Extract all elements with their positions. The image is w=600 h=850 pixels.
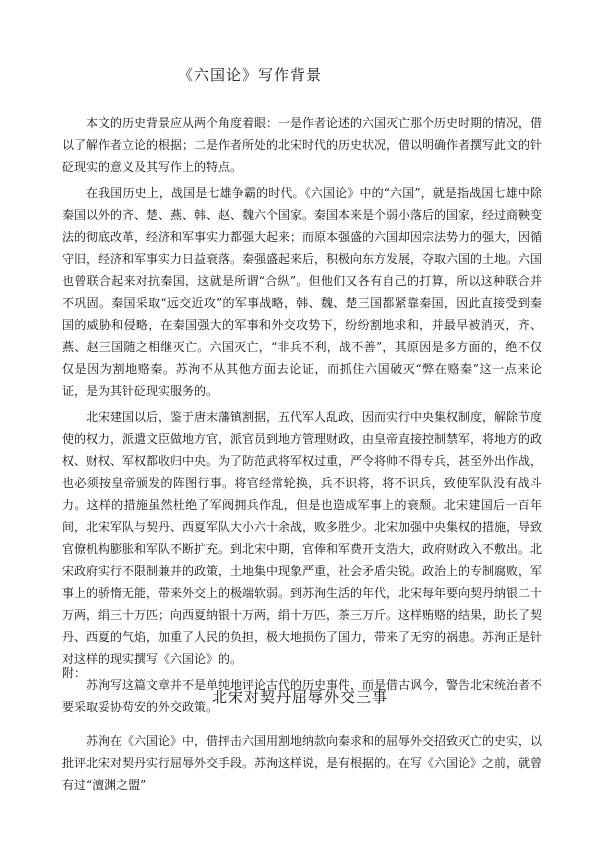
document-title: 《六国论》写作背景 (177, 66, 322, 84)
paragraph-intro: 本文的历史背景应从两个角度着眼：一是作者论述的六国灭亡那个历史时期的情况，借以了解作者立论的根据；二是作者所处的北宋时代的历史状况，借以明确作者撰写此文的针砭现实的意义及其写作上的特点。 (62, 116, 543, 174)
appendix-body (62, 730, 542, 800)
document-body (62, 112, 542, 722)
paragraph-northern-song: 北宋建国以后，鉴于唐末藩镇割据，五代军人乱政，因而实行中央集权制度，解除节度使的权力，派遣文臣做地方官，派官员到地方管理财政，由皇帝直接控制禁军，将地方的政权、财权、军权都收归中央。为了防范武将军权过重，严令将帅不得专兵，甚至外出作战，也必须按皇帝颁发的阵图行事。将官经常轮换，兵不识将，将不识兵，致使军队没有战斗力。这样的措施虽然杜绝了军阀拥兵作乱，但是也造成军事上的衰颓。北宋建国后一百年间，北宋军队与契丹、西夏军队大小六十余战，败多胜少。北宋加强中央集权的措施，导致官僚机构膨胀和军队不断扩充。到北宋中期，官俸和军费开支浩大，政府财政入不敷出。北宋政府实行不限制兼并的政策，土地集中现象严重，社会矛盾尖锐。政治上的专制腐败，军事上的骄惰无能，带来外交上的极端软弱。到苏洵生活的年代，北宋每年要向契丹纳银二十万两，绢三十万匹；向西夏纳银十万两，绢十万匹，茶三万斤。这样贿赂的结果，助长了契丹、西夏的气焰，加重了人民的负担，极大地损伤了国力，带来了无穷的祸患。苏洵正是针对这样的现实撰写《六国论》的。 (62, 410, 543, 666)
appendix-title: 北宋对契丹屈辱外交三事 (211, 688, 388, 706)
paragraph-conclusion: 苏洵写这篇文章并不是单纯地评论古代的历史事件，而是借古讽今，警告北宋统治者不要采取妥协苟安的外交政策。 (62, 678, 543, 714)
appendix-paragraph: 苏洵在《六国论》中，借抨击六国用割地纳款向秦求和的屈辱外交招致灭亡的史实，以批评北宋对契丹实行屈辱外交手段。苏洵这样说，是有根据的。在写《六国论》之前，就曾有过“澶渊之盟” (62, 734, 543, 792)
paragraph-warring-states: 在我国历史上，战国是七雄争霸的时代。《六国论》中的“六国”，就是指战国七雄中除秦国以外的齐、楚、燕、韩、赵、魏六个国家。秦国本来是个弱小落后的国家，经过商鞅变法的彻底改革，经济和军事实力都强大起来；而原本强盛的六国却因宗法势力的强大，因循守旧，经济和军事实力日益衰落。秦强盛起来后，积极向东方发展，夺取六国的土地。六国也曾联合起来对抗秦国，这就是所谓“合纵”。但他们又各有自己的打算，所以这种联合并不巩固。秦国采取“远交近攻”的军事战略，韩、魏、楚三国都紧靠秦国，因此直接受到秦国的威胁和侵略，在秦国强大的军事和外交攻势下，纷纷割地求和，并最早被消灭，齐、燕、赵三国随之相继灭亡。六国灭亡，“非兵不利，战不善”，其原因是多方面的，绝不仅仅是因为割地赂秦。苏洵不从其他方面去论证，而抓住六国破灭“弊在赂秦”这一点来论证，是为其针砭现实服务的。 (62, 186, 543, 398)
appendix-label: 附： (62, 666, 87, 680)
